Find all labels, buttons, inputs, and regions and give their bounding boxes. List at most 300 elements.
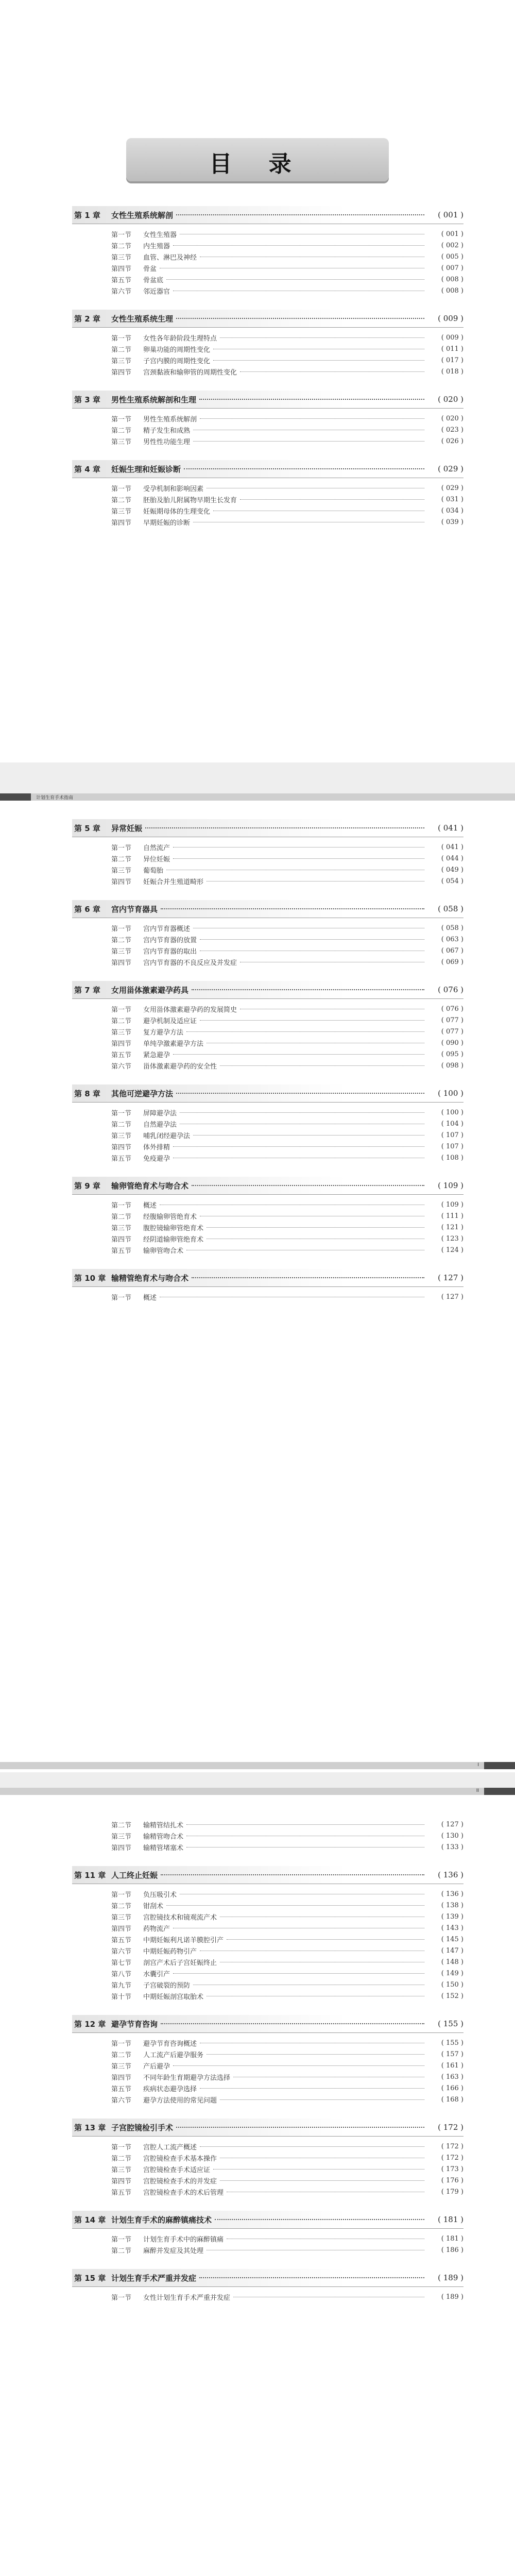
section-page: ( 018 )	[441, 367, 464, 376]
section-page: ( 020 )	[441, 414, 464, 422]
toc-list	[72, 1819, 464, 2302]
dot-leader	[176, 318, 424, 319]
toc-section-row	[72, 956, 464, 968]
toc-title-banner	[126, 138, 389, 181]
section-title: 概述	[143, 1294, 157, 1302]
chapter-page: ( 076 )	[438, 985, 464, 994]
toc-section-row	[72, 864, 464, 875]
section-number: 第五节	[111, 2085, 132, 2093]
chapter-page: ( 109 )	[438, 1181, 464, 1190]
toc-section-row	[72, 1141, 464, 1152]
toc-section-row	[72, 274, 464, 285]
section-number: 第二节	[111, 427, 132, 435]
dot-leader	[180, 1112, 424, 1113]
section-number: 第五节	[111, 1247, 132, 1255]
chapter-page: ( 181 )	[438, 2215, 464, 2224]
section-page: ( 009 )	[441, 333, 464, 342]
dot-leader	[176, 1093, 424, 1094]
section-number: 第九节	[111, 1981, 132, 1990]
section-number: 第十节	[111, 1993, 132, 2001]
section-title: 女性计划生育手术严重并发症	[143, 2294, 231, 2302]
section-title: 复方避孕方法	[143, 1028, 184, 1037]
chapter-page: ( 001 )	[438, 210, 464, 219]
section-title: 宫腔镜检查手术适应证	[143, 2166, 211, 2174]
chapter-number: 第 12 章	[74, 2019, 106, 2029]
chapter-page: ( 127 )	[438, 1273, 464, 1282]
section-title: 异位妊娠	[143, 855, 170, 863]
dot-leader	[240, 499, 424, 500]
dot-leader	[161, 908, 424, 909]
section-title: 输精管堵塞术	[143, 1844, 184, 1852]
section-title: 经腹输卵管绝育术	[143, 1213, 197, 1221]
chapter-title: 计划生育手术的麻醉镇痛技术	[111, 2215, 212, 2225]
toc-section-row	[72, 1060, 464, 1071]
section-title: 避孕方法使用的常见问题	[143, 2096, 217, 2105]
section-page: ( 121 )	[441, 1223, 464, 1231]
section-number: 第四节	[111, 2177, 132, 2185]
toc-chapter-row	[72, 1269, 464, 1287]
dot-leader	[240, 371, 424, 372]
section-number: 第二节	[111, 2155, 132, 2163]
section-page: ( 172 )	[441, 2142, 464, 2150]
section-page: ( 155 )	[441, 2039, 464, 2047]
section-title: 宫内节育器概述	[143, 925, 191, 933]
dot-leader	[192, 989, 424, 990]
section-page: ( 049 )	[441, 866, 464, 874]
chapter-number: 第 11 章	[74, 1870, 106, 1880]
dot-leader	[186, 1031, 424, 1032]
section-number: 第二节	[111, 1821, 132, 1829]
page-number: I	[477, 1762, 479, 1768]
section-page: ( 189 )	[441, 2293, 464, 2301]
section-page: ( 041 )	[441, 843, 464, 851]
dot-leader	[200, 2088, 424, 2089]
section-page: ( 143 )	[441, 1924, 464, 1932]
section-title: 甾体激素避孕药的安全性	[143, 1062, 217, 1071]
section-number: 第三节	[111, 1224, 132, 1232]
toc-section-row	[72, 2233, 464, 2244]
section-page: ( 054 )	[441, 877, 464, 885]
chapter-title-wrap	[111, 904, 427, 914]
toc-section-row	[72, 1968, 464, 1979]
dot-leader	[213, 2169, 424, 2170]
section-title: 避孕机制及适应证	[143, 1017, 197, 1025]
section-page: ( 069 )	[441, 958, 464, 966]
section-number: 第六节	[111, 2096, 132, 2105]
page-footer-bar	[0, 1788, 515, 1795]
chapter-title: 输精管绝育术与吻合术	[111, 1273, 189, 1283]
toc-chapter-row	[72, 819, 464, 837]
section-page: ( 044 )	[441, 854, 464, 862]
section-title: 钳刮术	[143, 1902, 164, 1910]
toc-chapter-row	[72, 2211, 464, 2229]
section-title: 宫内节育器的不良反应及并发症	[143, 959, 237, 967]
toc-section-row	[72, 366, 464, 377]
chapter-page: ( 058 )	[438, 904, 464, 913]
section-page: ( 150 )	[441, 1980, 464, 1989]
section-page: ( 017 )	[441, 356, 464, 364]
chapter-number: 第 8 章	[74, 1089, 100, 1098]
section-title: 腹腔镜输卵管绝育术	[143, 1224, 204, 1232]
toc-chapter-row	[72, 310, 464, 328]
section-title: 经阴道输卵管绝育术	[143, 1235, 204, 1244]
section-number: 第四节	[111, 959, 132, 967]
section-page: ( 001 )	[441, 230, 464, 238]
section-title: 妊娠合并生殖道畸形	[143, 878, 204, 886]
toc-section-row	[72, 354, 464, 366]
section-title: 输精管结扎术	[143, 1821, 184, 1829]
toc-chapter-row	[72, 2015, 464, 2033]
section-title: 麻醉并发症及其处理	[143, 2247, 204, 2255]
section-number: 第一节	[111, 1201, 132, 1210]
toc-section-row	[72, 482, 464, 494]
section-title: 输精管吻合术	[143, 1833, 184, 1841]
section-page: ( 166 )	[441, 2084, 464, 2092]
section-number: 第二节	[111, 1121, 132, 1129]
section-title: 宫腔镜检查手术的并发症	[143, 2177, 217, 2185]
toc-chapter-row	[72, 460, 464, 478]
dot-leader	[173, 1146, 424, 1147]
section-title: 骨盆底	[143, 276, 164, 284]
toc-section-row	[72, 1118, 464, 1129]
section-number: 第四节	[111, 1844, 132, 1852]
section-page: ( 173 )	[441, 2165, 464, 2173]
section-title: 内生殖器	[143, 242, 170, 250]
section-title: 中期妊娠利凡诺羊膜腔引产	[143, 1936, 224, 1944]
toc-section-row	[72, 228, 464, 240]
chapter-number: 第 15 章	[74, 2273, 106, 2283]
section-title: 计划生育手术中的麻醉镇痛	[143, 2235, 224, 2244]
section-number: 第二节	[111, 1213, 132, 1221]
section-number: 第六节	[111, 287, 132, 296]
chapter-title-wrap	[111, 2122, 427, 2133]
toc-section-row	[72, 1037, 464, 1048]
section-page: ( 179 )	[441, 2188, 464, 2196]
toc-section-row	[72, 1922, 464, 1934]
chapter-page: ( 155 )	[438, 2019, 464, 2028]
toc-section-row	[72, 2071, 464, 2082]
dot-leader	[161, 2023, 424, 2024]
section-title: 自然避孕法	[143, 1121, 177, 1129]
dot-leader	[220, 2180, 424, 2181]
dot-leader	[145, 827, 424, 828]
chapter-title-wrap	[111, 2019, 427, 2029]
section-title: 宫腔镜检查手术基本操作	[143, 2155, 217, 2163]
toc-section-row	[72, 516, 464, 528]
section-number: 第四节	[111, 2074, 132, 2082]
section-title: 人工流产后避孕服务	[143, 2051, 204, 2059]
section-title: 不同年龄生育期避孕方法选择	[143, 2074, 231, 2082]
section-title: 免疫避孕	[143, 1155, 170, 1163]
toc-section-row	[72, 945, 464, 956]
toc-section-row	[72, 2094, 464, 2105]
section-number: 第三节	[111, 867, 132, 875]
chapter-page: ( 020 )	[438, 395, 464, 404]
chapter-title-wrap	[111, 985, 427, 995]
toc-section-row	[72, 1152, 464, 1163]
section-page: ( 067 )	[441, 946, 464, 955]
toc-section-row	[72, 413, 464, 424]
toc-chapter-row	[72, 2269, 464, 2287]
chapter-title: 人工终止妊娠	[111, 1870, 158, 1880]
section-page: ( 026 )	[441, 437, 464, 445]
section-number: 第五节	[111, 1051, 132, 1059]
section-title: 宫颈黏液和输卵管的周期性变化	[143, 368, 237, 377]
toc-section-row	[72, 1841, 464, 1853]
section-title: 宫腔人工流产概述	[143, 2143, 197, 2151]
section-page: ( 145 )	[441, 1935, 464, 1943]
section-page: ( 039 )	[441, 518, 464, 526]
section-title: 子宫内膜的周期性变化	[143, 357, 211, 365]
section-page: ( 058 )	[441, 924, 464, 932]
section-number: 第八节	[111, 1970, 132, 1978]
section-page: ( 149 )	[441, 1969, 464, 1977]
dot-leader	[200, 1020, 424, 1021]
toc-section-row	[72, 2244, 464, 2256]
section-title: 骨盆	[143, 265, 157, 273]
section-page: ( 136 )	[441, 1890, 464, 1898]
section-number: 第三节	[111, 2062, 132, 2071]
section-title: 精子发生和成熟	[143, 427, 191, 435]
toc-section-row	[72, 1990, 464, 2002]
chapter-title: 宫内节育器具	[111, 904, 158, 914]
dot-leader	[193, 441, 424, 442]
section-number: 第一节	[111, 485, 132, 493]
page-number: II	[476, 1788, 479, 1793]
section-title: 女性各年龄阶段生理特点	[143, 334, 217, 343]
chapter-title: 避孕节育咨询	[111, 2019, 158, 2029]
toc-section-row	[72, 343, 464, 354]
chapter-title-wrap	[111, 2273, 427, 2283]
section-page: ( 090 )	[441, 1039, 464, 1047]
section-title: 早期妊娠的诊断	[143, 519, 191, 527]
toc-section-row	[72, 1945, 464, 1956]
section-page: ( 029 )	[441, 484, 464, 492]
dot-leader	[220, 2099, 424, 2100]
section-page: ( 133 )	[441, 1843, 464, 1851]
section-number: 第七节	[111, 1959, 132, 1967]
section-number: 第五节	[111, 2189, 132, 2197]
page-footer-bar	[0, 1762, 515, 1769]
chapter-title: 女性生殖系统生理	[111, 314, 174, 324]
section-page: ( 077 )	[441, 1027, 464, 1036]
chapter-number: 第 1 章	[74, 210, 100, 220]
section-title: 疾病状态避孕选择	[143, 2085, 197, 2093]
toc-section-row	[72, 240, 464, 251]
section-number: 第五节	[111, 276, 132, 284]
toc-title: 目 录	[209, 151, 306, 177]
section-page: ( 008 )	[441, 275, 464, 283]
chapter-title: 输卵管绝育术与吻合术	[111, 1181, 189, 1191]
section-number: 第三节	[111, 507, 132, 516]
section-number: 第二节	[111, 1902, 132, 1910]
dot-leader	[166, 1905, 424, 1906]
toc-section-row	[72, 2037, 464, 2048]
section-title: 体外排精	[143, 1143, 170, 1151]
toc-section-row	[72, 1956, 464, 1968]
toc-section-row	[72, 2186, 464, 2197]
toc-section-row	[72, 2048, 464, 2060]
section-page: ( 063 )	[441, 935, 464, 943]
section-number: 第三节	[111, 438, 132, 446]
section-title: 水囊引产	[143, 1970, 170, 1978]
toc-section-row	[72, 494, 464, 505]
section-page: ( 076 )	[441, 1005, 464, 1013]
section-number: 第四节	[111, 1143, 132, 1151]
section-page: ( 130 )	[441, 1832, 464, 1840]
section-title: 男性生殖系统解剖	[143, 415, 197, 423]
toc-section-row	[72, 1291, 464, 1302]
toc-page-3	[0, 1788, 515, 2576]
chapter-title-wrap	[111, 394, 427, 405]
section-number: 第二节	[111, 1017, 132, 1025]
toc-section-row	[72, 2152, 464, 2163]
toc-section-row	[72, 285, 464, 296]
section-title: 妊娠期母体的生理变化	[143, 507, 211, 516]
section-number: 第一节	[111, 2294, 132, 2302]
toc-page-2	[0, 793, 515, 1772]
chapter-page: ( 029 )	[438, 464, 464, 473]
section-page: ( 031 )	[441, 495, 464, 503]
toc-chapter-row	[72, 391, 464, 409]
section-title: 男性性功能生理	[143, 438, 191, 446]
section-title: 胚胎及胎儿附属物早期生长发育	[143, 496, 237, 504]
toc-section-row	[72, 1830, 464, 1841]
toc-section-row	[72, 2291, 464, 2302]
section-number: 第五节	[111, 1155, 132, 1163]
section-page: ( 109 )	[441, 1200, 464, 1209]
chapter-title: 妊娠生理和妊娠诊断	[111, 464, 181, 474]
section-number: 第二节	[111, 242, 132, 250]
chapter-title: 女用甾体激素避孕药具	[111, 985, 189, 995]
dot-leader	[184, 468, 424, 469]
section-title: 紧急避孕	[143, 1051, 170, 1059]
section-title: 单纯孕激素避孕方法	[143, 1040, 204, 1048]
section-number: 第一节	[111, 334, 132, 343]
toc-section-row	[72, 2060, 464, 2071]
dot-leader	[192, 1277, 424, 1278]
section-page: ( 005 )	[441, 252, 464, 261]
chapter-title: 男性生殖系统解剖和生理	[111, 395, 197, 404]
section-number: 第二节	[111, 2051, 132, 2059]
toc-section-row	[72, 1048, 464, 1060]
chapter-number: 第 7 章	[74, 985, 100, 995]
section-number: 第一节	[111, 231, 132, 239]
section-number: 第六节	[111, 1062, 132, 1071]
toc-list	[72, 206, 464, 528]
dot-leader	[192, 1185, 424, 1186]
section-number: 第二节	[111, 2247, 132, 2255]
chapter-number: 第 4 章	[74, 464, 100, 474]
dot-leader	[220, 1065, 424, 1066]
section-title: 女用甾体激素避孕药的发展简史	[143, 1006, 237, 1014]
chapter-page: ( 189 )	[438, 2273, 464, 2282]
dot-leader	[200, 2146, 424, 2147]
section-number: 第一节	[111, 1006, 132, 1014]
toc-chapter-row	[72, 1177, 464, 1195]
toc-section-row	[72, 1819, 464, 1830]
section-number: 第一节	[111, 2235, 132, 2244]
toc-section-row	[72, 1222, 464, 1233]
toc-section-row	[72, 875, 464, 887]
section-page: ( 186 )	[441, 2246, 464, 2254]
chapter-title-wrap	[111, 2214, 427, 2225]
section-title: 输卵管吻合术	[143, 1247, 184, 1255]
section-number: 第二节	[111, 346, 132, 354]
book-label: 计划生育手术指南	[36, 795, 74, 801]
toc-chapter-row	[72, 981, 464, 999]
section-title: 哺乳闭经避孕法	[143, 1132, 191, 1140]
dot-leader	[207, 881, 424, 882]
toc-section-row	[72, 2141, 464, 2152]
section-number: 第一节	[111, 1294, 132, 1302]
section-page: ( 095 )	[441, 1050, 464, 1058]
toc-section-row	[72, 1979, 464, 1990]
chapter-title: 女性生殖系统解剖	[111, 210, 174, 220]
section-number: 第一节	[111, 1891, 132, 1899]
section-number: 第四节	[111, 1235, 132, 1244]
section-page: ( 127 )	[441, 1293, 464, 1301]
chapter-title-wrap	[111, 1870, 427, 1880]
page-gap	[0, 1772, 515, 1788]
section-number: 第六节	[111, 1947, 132, 1956]
toc-section-row	[72, 1900, 464, 1911]
dot-leader	[207, 2054, 424, 2055]
chapter-page: ( 136 )	[438, 1870, 464, 1879]
dot-leader	[173, 858, 424, 859]
dot-leader	[186, 1847, 424, 1848]
chapter-number: 第 9 章	[74, 1181, 100, 1191]
chapter-number: 第 3 章	[74, 395, 100, 404]
toc-section-row	[72, 1026, 464, 1037]
section-page: ( 100 )	[441, 1108, 464, 1116]
chapter-title-wrap	[111, 210, 427, 221]
section-page: ( 147 )	[441, 1946, 464, 1955]
toc-section-row	[72, 1934, 464, 1945]
section-number: 第四节	[111, 368, 132, 377]
section-page: ( 108 )	[441, 1154, 464, 1162]
section-number: 第二节	[111, 496, 132, 504]
chapter-title: 异常妊娠	[111, 823, 143, 833]
section-page: ( 124 )	[441, 1246, 464, 1254]
section-title: 自然流产	[143, 844, 170, 852]
section-number: 第一节	[111, 844, 132, 852]
page-gap	[0, 762, 515, 793]
dot-leader	[173, 1973, 424, 1974]
section-title: 女性生殖器	[143, 231, 177, 239]
dot-leader	[199, 399, 424, 400]
section-title: 产后避孕	[143, 2062, 170, 2071]
section-number: 第二节	[111, 855, 132, 863]
section-page: ( 023 )	[441, 426, 464, 434]
dot-leader	[213, 360, 424, 361]
section-title: 中期妊娠剖宫取胎术	[143, 1993, 204, 2001]
section-number: 第一节	[111, 2143, 132, 2151]
section-page: ( 034 )	[441, 506, 464, 515]
section-number: 第三节	[111, 1132, 132, 1140]
section-number: 第五节	[111, 1936, 132, 1944]
section-page: ( 002 )	[441, 241, 464, 249]
chapter-title: 计划生育手术严重并发症	[111, 2273, 197, 2283]
dot-leader	[161, 1874, 424, 1875]
chapter-title-wrap	[111, 823, 427, 834]
toc-section-row	[72, 1244, 464, 1256]
section-number: 第四节	[111, 265, 132, 273]
section-title: 宫内节育器的放置	[143, 936, 197, 944]
section-title: 卵巢功能的周期性变化	[143, 346, 211, 354]
section-title: 邻近器官	[143, 287, 170, 296]
section-page: ( 161 )	[441, 2061, 464, 2070]
